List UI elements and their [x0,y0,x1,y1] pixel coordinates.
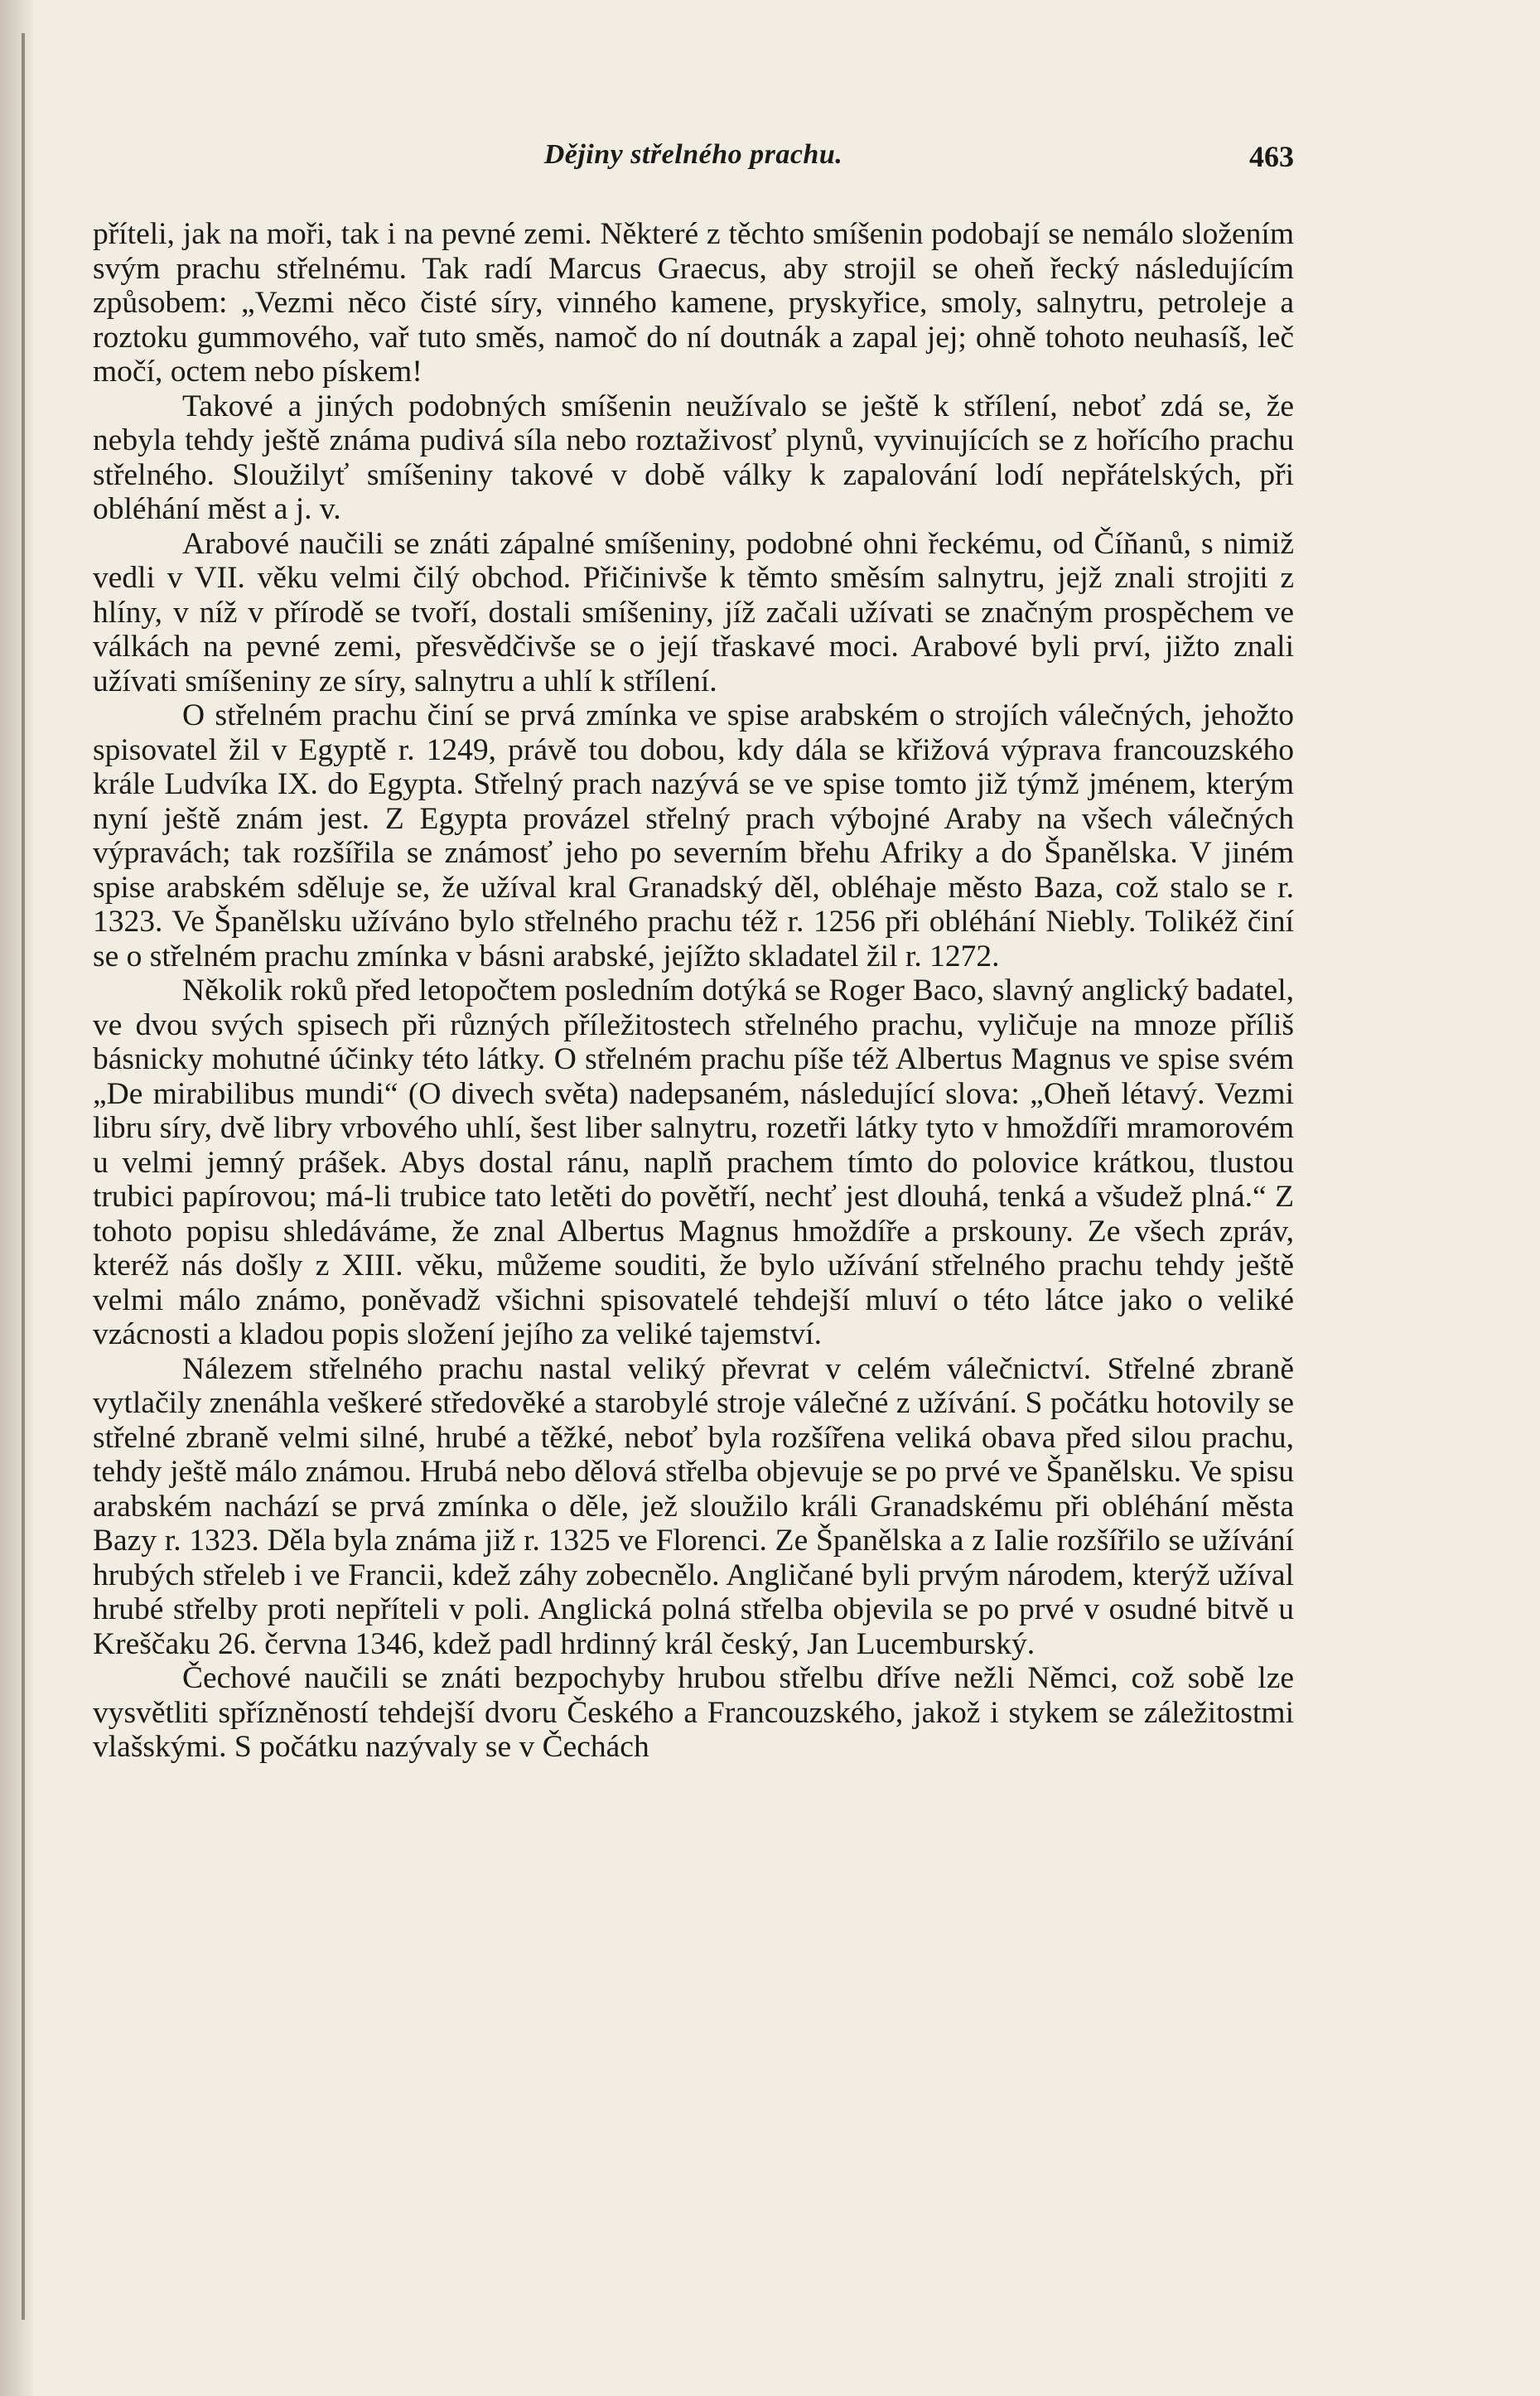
paragraph-3: Arabové naučili se znáti zápalné smíšeniny, podobné ohni řeckému, od Číňanů, s nimiž vedli v VII. věku velmi čilý obchod. Přičinivše k těmto směsím salnytru, jejž znali strojiti z hlíny, v níž v přírodě se tvoří, dostali smíšeniny, jíž začali užívati se značným prospěchem ve válkách na pevné zemi, přesvědčivše se o její třaskavé moci. Arabové byli prví, jižto znali užívati smíšeniny ze síry, salnytru a uhlí k střílení. [93,526,1294,698]
page-number: 463 [1249,140,1294,173]
binding-rule [22,33,25,2320]
book-binding-edge [0,0,33,2396]
running-title: Dějiny střelného prachu. [543,139,843,170]
body-text [93,217,1294,1765]
paragraph-6: Nálezem střelného prachu nastal veliký převrat v celém válečnictví. Střelné zbraně vytlačily znenáhla veškeré středověké a starobylé stroje válečné z užívání. S počátku hotovily se střelné zbraně velmi silné, hrubé a těžké, neboť byla rozšířena veliká obava před silou prachu, tehdy ještě málo známou. Hrubá nebo dělová střelba objevuje se po prvé ve Španělsku. Ve spisu arabském nachází se prvá zmínka o děle, jež sloužilo králi Granadskému při obléhání města Bazy r. 1323. Děla byla známa již r. 1325 ve Florenci. Ze Španělska a z Ialie rozšířilo se užívání hrubých střeleb i ve Francii, kdež záhy zobecnělo. Angličané byli prvým národem, kterýž užíval hrubé střelby proti nepříteli v poli. Anglická polná střelba objevila se po prvé v osudné bitvě u Kreščaku 26. června 1346, kdež padl hrdinný král český, Jan Lucemburský. [93,1351,1294,1661]
paragraph-7: Čechové naučili se znáti bezpochyby hrubou střelbu dříve nežli Němci, což sobě lze vysvětliti spřízněností tehdejší dvoru Českého a Francouzského, jakož i stykem se záležitostmi vlašskými. S počátku nazývaly se v Čechách [93,1661,1294,1764]
paragraph-2: Takové a jiných podobných smíšenin neužívalo se ještě k střílení, neboť zdá se, že nebyla tehdy ještě známa pudivá síla nebo roztaživosť plynů, vyvinujících se z hořícího prachu střelného. Sloužilyť smíšeniny takové v době války k zapalování lodí nepřátelských, při obléhání měst a j. v. [93,389,1294,526]
paragraph-4: O střelném prachu činí se prvá zmínka ve spise arabském o strojích válečných, jehožto spisovatel žil v Egyptě r. 1249, právě tou dobou, kdy dála se křižová výprava francouzského krále Ludvíka IX. do Egypta. Střelný prach nazývá se ve spise tomto již týmž jménem, kterým nyní ještě znám jest. Z Egypta provázel střelný prach výbojné Araby na všech válečných výpravách; tak rozšířila se známosť jeho po severním břehu Afriky a do Španělska. V jiném spise arabském sděluje se, že užíval kral Granadský děl, obléhaje město Baza, což stalo se r. 1323. Ve Španělsku užíváno bylo střelného prachu též r. 1256 při obléhání Niebly. Tolikéž činí se o střelném prachu zmínka v básni arabské, jejížto skladatel žil r. 1272. [93,698,1294,973]
page-header [93,139,1294,189]
paragraph-1: příteli, jak na moři, tak i na pevné zemi. Některé z těchto smíšenin podobají se nemálo složením svým prachu střelnému. Tak radí Marcus Graecus, aby strojil se oheň řecký následujícím způsobem: „Vezmi něco čisté síry, vinného kamene, pryskyřice, smoly, salnytru, petroleje a roztoku gummového, vař tuto směs, namoč do ní doutnák a zapal jej; ohně tohoto neuhasíš, leč močí, octem nebo pískem! [93,217,1294,389]
book-page [93,139,1294,1765]
paragraph-5: Několik roků před letopočtem posledním dotýká se Roger Baco, slavný anglický badatel, ve dvou svých spisech při různých příležitostech střelného prachu, vyličuje na mnoze příliš básnicky mohutné účinky této látky. O střelném prachu píše též Albertus Magnus ve spise svém „De mirabilibus mundi“ (O divech světa) nadepsaném, následující slova: „Oheň létavý. Vezmi libru síry, dvě libry vrbového uhlí, šest liber salnytru, rozetři látky tyto v hmoždíři mramorovém u velmi jemný prášek. Abys dostal ránu, naplň prachem tímto do polovice krátkou, tlustou trubici papírovou; má-li trubice tato letěti do povětří, nechť jest dlouhá, tenká a všudež plná.“ Z tohoto popisu shledáváme, že znal Albertus Magnus hmoždíře a prskouny. Ze všech zpráv, kteréž nás došly z XIII. věku, můžeme souditi, že bylo užívání střelného prachu tehdy ještě velmi málo známo, poněvadž všichni spisovatelé tehdejší mluví o této látce jako o veliké vzácnosti a kladou popis složení jejího za veliké tajemství. [93,973,1294,1351]
